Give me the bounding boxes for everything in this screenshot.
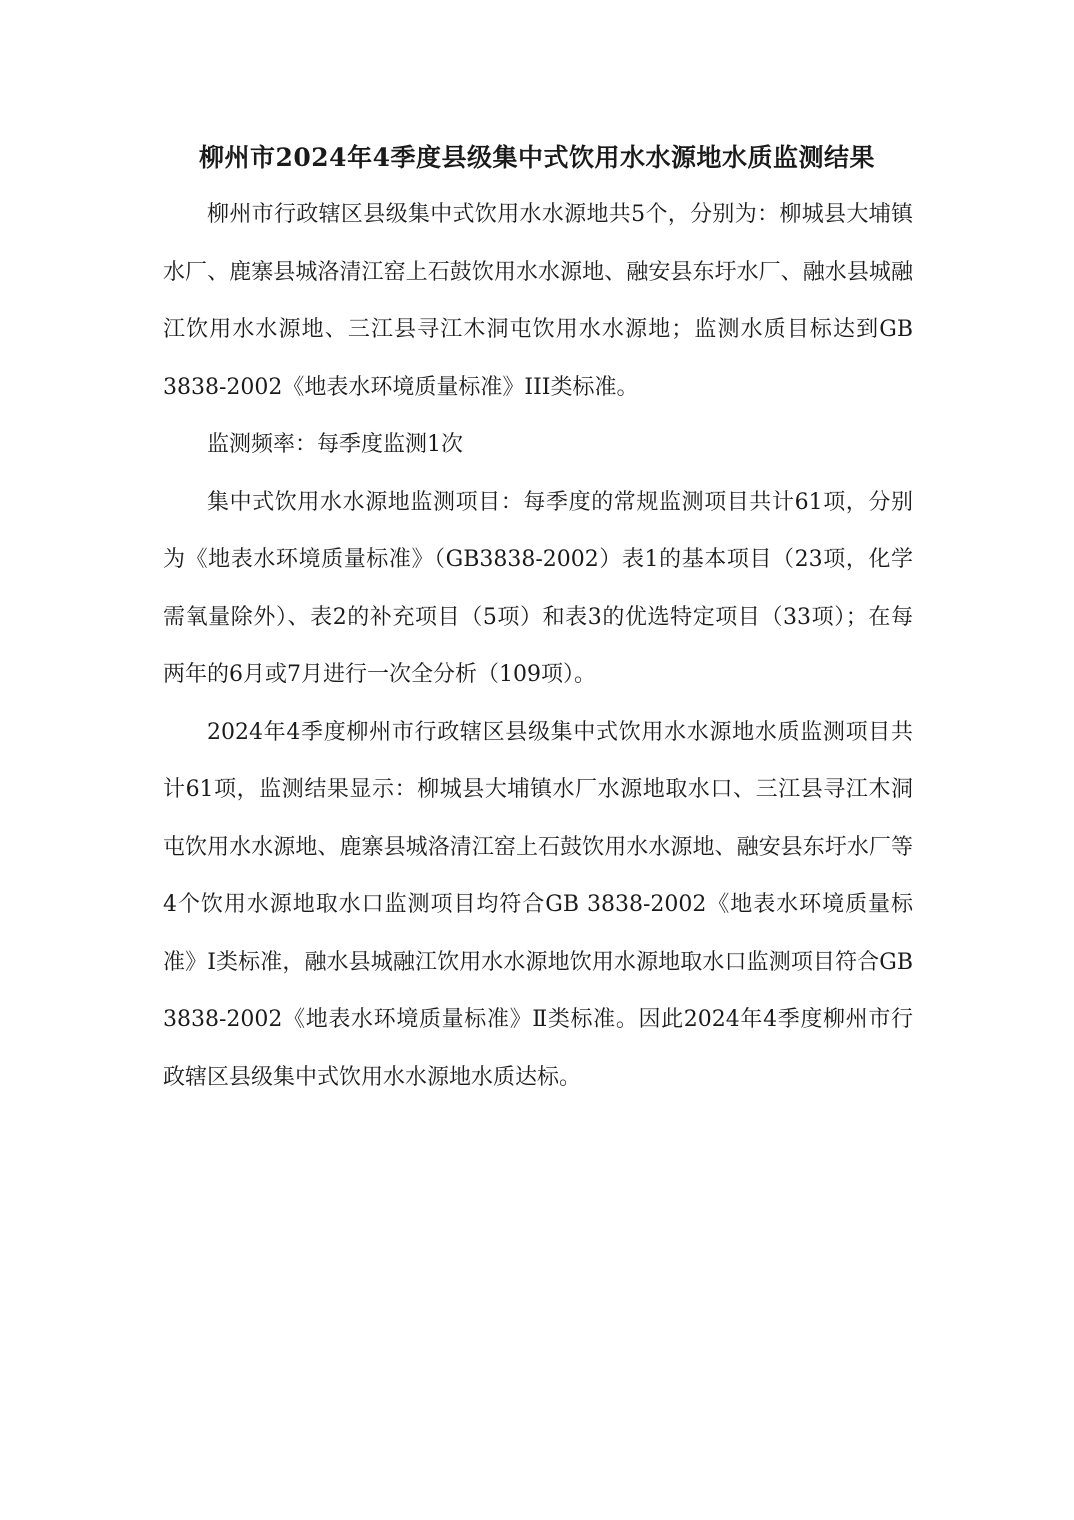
paragraph-water-sources: 柳州市行政辖区县级集中式饮用水水源地共5个，分别为：柳城县大埔镇水厂、鹿寨县城洛清江窑上石鼓饮用水水源地、融安县东圩水厂、融水县城融江饮用水水源地、三江县寻江木洞屯饮用水水源地；监测水质目标达到GB 3838-2002《地表水环境质量标准》III类标准。 — [163, 202, 913, 400]
document-title: 柳州市2024年4季度县级集中式饮用水水源地水质监测结果 — [199, 143, 875, 172]
document-body — [163, 186, 913, 1106]
paragraph-monitoring-items: 集中式饮用水水源地监测项目：每季度的常规监测项目共计61项，分别为《地表水环境质量标准》（GB3838-2002）表1的基本项目（23项，化学需氧量除外）、表2的补充项目（5项）和表3的优选特定项目（33项）；在每两年的6月或7月进行一次全分析（109项）。 — [163, 489, 913, 687]
paragraph-monitoring-results: 2024年4季度柳州市行政辖区县级集中式饮用水水源地水质监测项目共计61项，监测结果显示：柳城县大埔镇水厂水源地取水口、三江县寻江木洞屯饮用水水源地、鹿寨县城洛清江窑上石鼓饮用水水源地、融安县东圩水厂等4个饮用水源地取水口监测项目均符合GB 3838-2002《地表水环境质量标准》Ⅰ类标准，融水县城融江饮用水水源地饮用水源地取水口监测项目符合GB 3838-2002《地表水环境质量标准》Ⅱ类标准。因此2024年4季度柳州市行政辖区县级集中式饮用水水源地水质达标。 — [163, 719, 913, 1090]
paragraph-monitoring-frequency: 监测频率：每季度监测1次 — [207, 432, 463, 457]
